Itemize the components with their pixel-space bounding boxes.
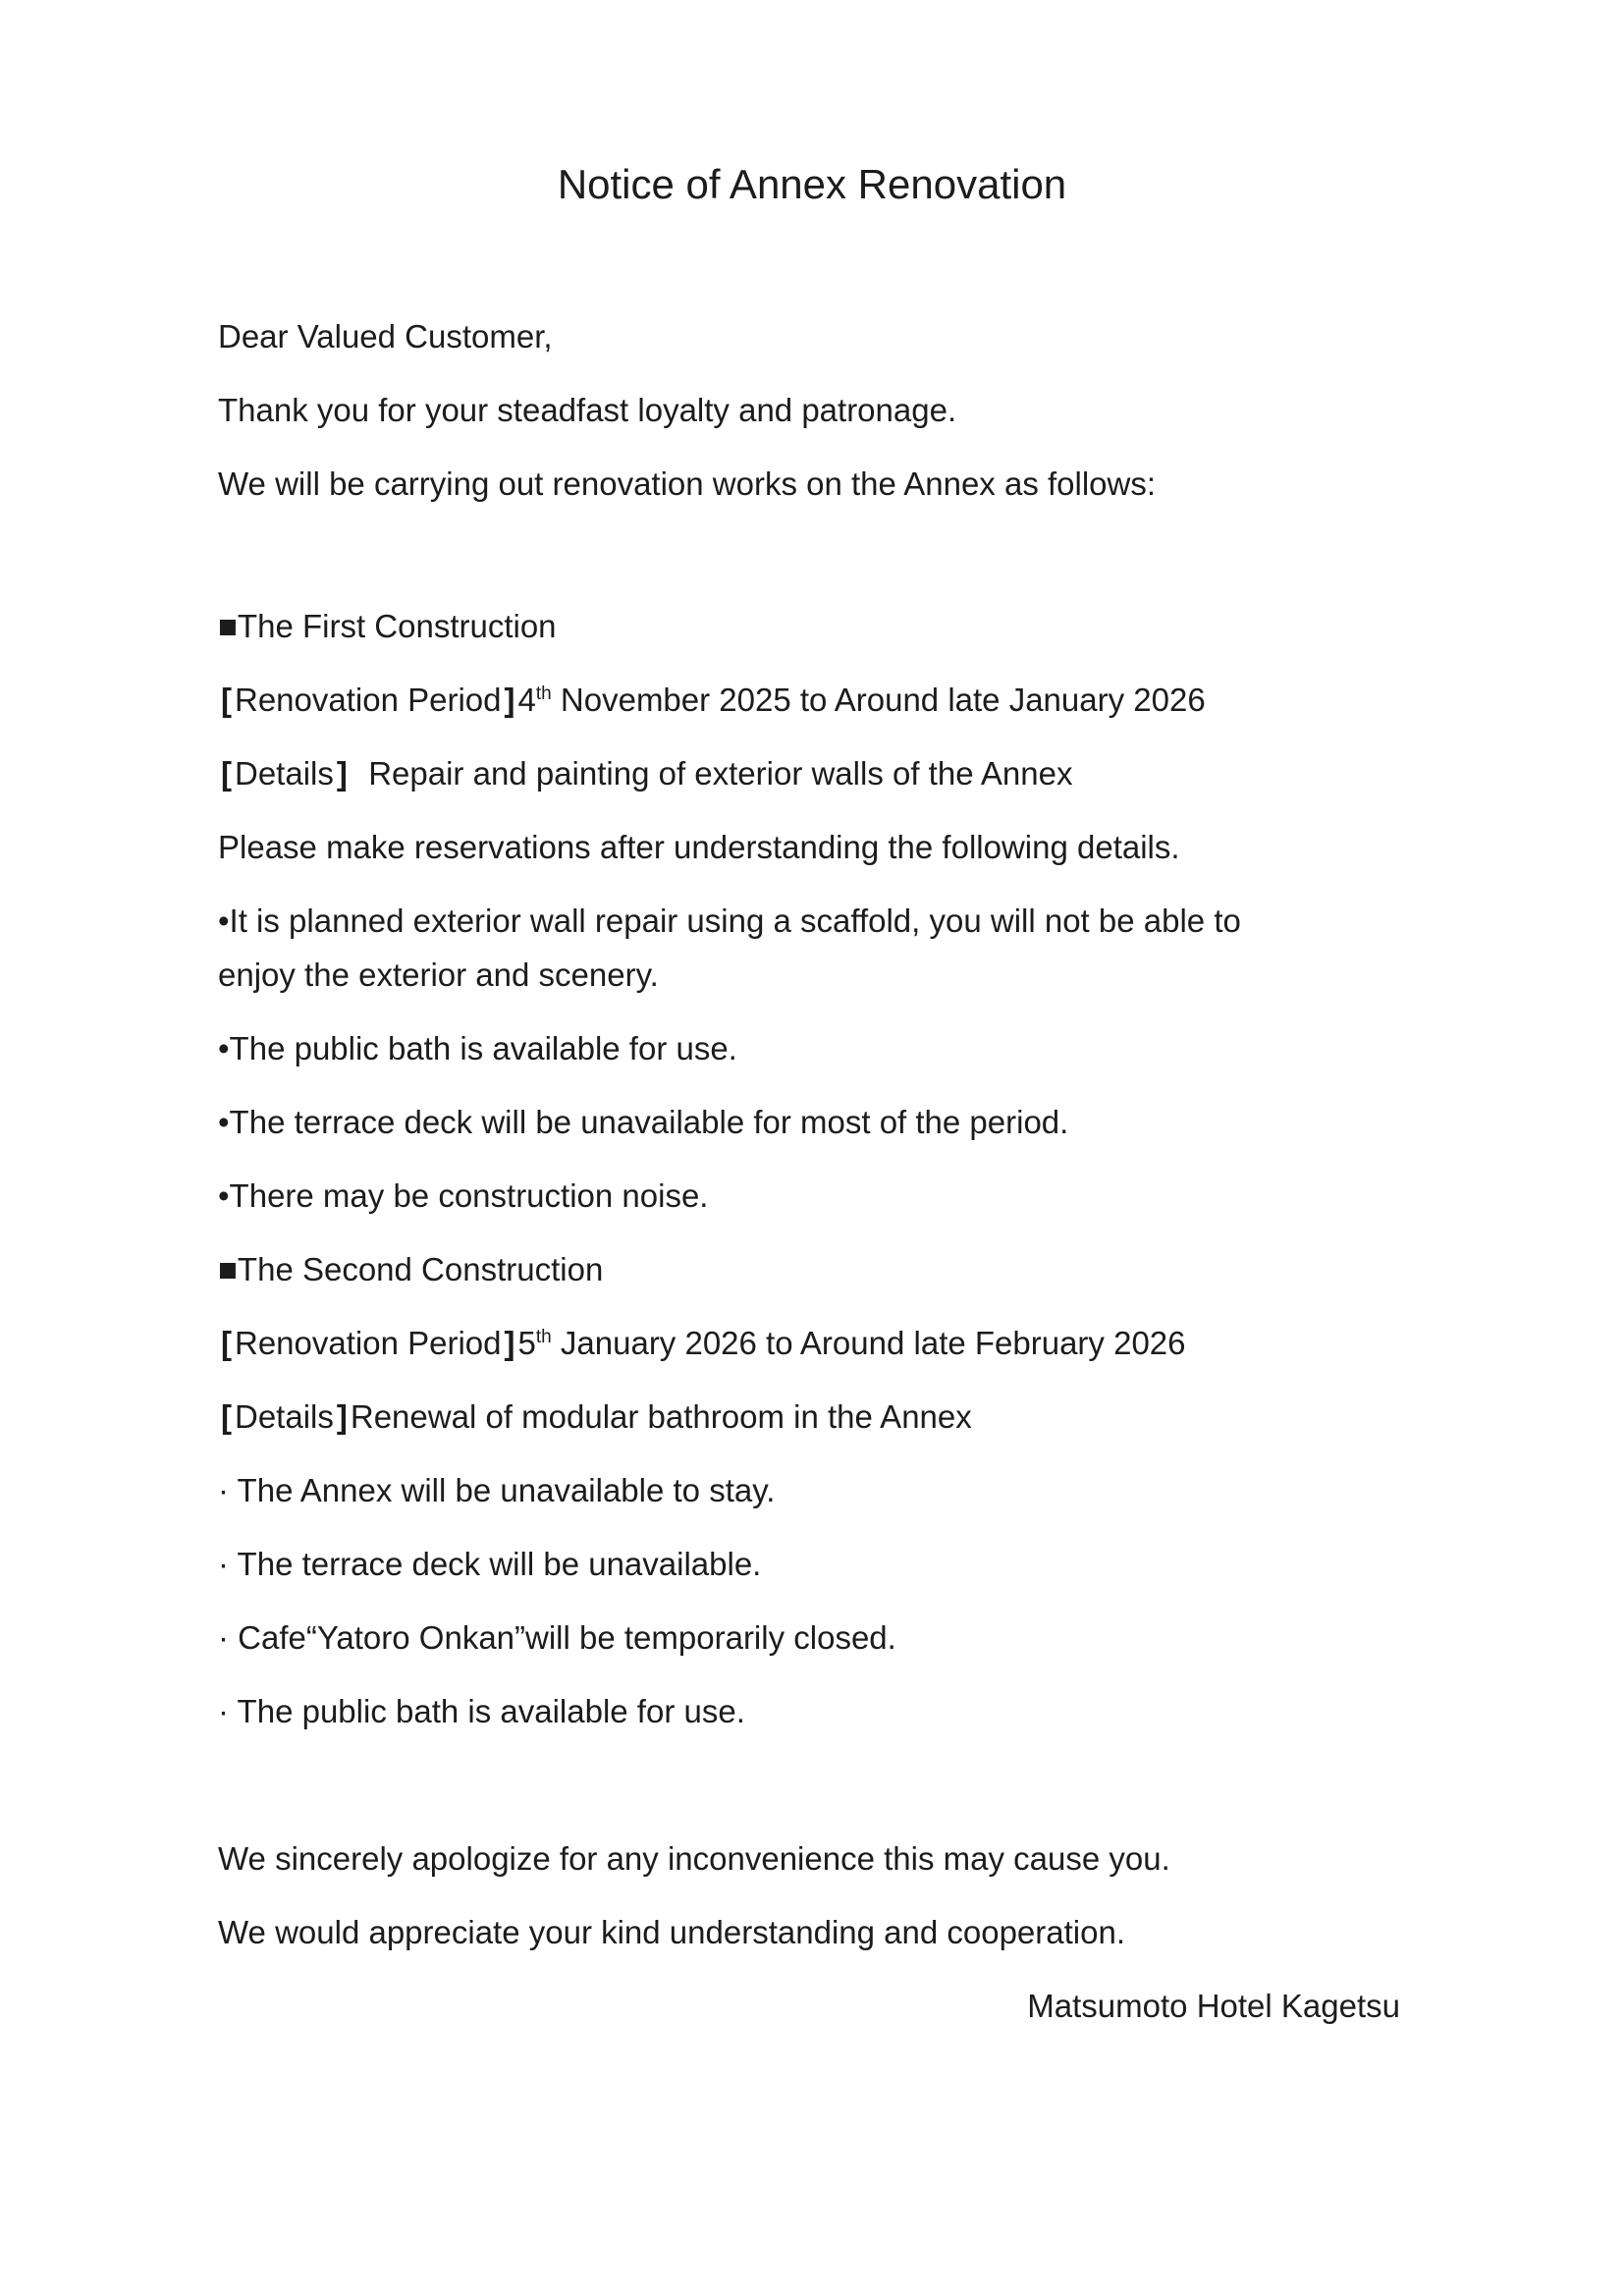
details-text: Repair and painting of exterior walls of the Annex: [350, 755, 1073, 792]
thanks-line: Thank you for your steadfast loyalty and patronage.: [218, 392, 957, 428]
bracket-open: [: [221, 1325, 232, 1361]
bullet-public-bath-line: •The public bath is available for use.: [218, 1030, 737, 1066]
bullet-noise-line: •There may be construction noise.: [218, 1177, 709, 1214]
bullet-scaffold-line-2: enjoy the exterior and scenery.: [218, 957, 659, 993]
renovation-period-label: Renovation Period: [235, 1325, 502, 1361]
document-title: Notice of Annex Renovation: [557, 161, 1067, 207]
reservation-note-line: Please make reservations after understanding the following details.: [218, 829, 1180, 865]
signature: Matsumoto Hotel Kagetsu: [1027, 1988, 1400, 2024]
period-range-text: November 2025 to Around late January 2026: [551, 682, 1206, 718]
bracket-close: ]: [336, 755, 348, 792]
bracket-open: [: [221, 755, 232, 792]
bracket-open: [: [221, 1398, 232, 1435]
cooperation-line: We would appreciate your kind understanding and cooperation.: [218, 1914, 1125, 1950]
start-day: 4: [517, 682, 536, 718]
apology-line: We sincerely apologize for any inconvenience this may cause you.: [218, 1840, 1170, 1877]
first-construction-heading: ■The First Construction: [218, 608, 557, 644]
dot-terrace-deck-line: · The terrace deck will be unavailable.: [218, 1546, 762, 1582]
bracket-close: ]: [336, 1398, 348, 1435]
details-label: Details: [235, 755, 334, 792]
bracket-close: ]: [504, 1325, 515, 1361]
dot-cafe-closed-line: · Cafe“Yatoro Onkan”will be temporarily closed.: [218, 1619, 896, 1656]
ordinal-suffix: th: [535, 683, 552, 704]
bullet-terrace-deck-line: •The terrace deck will be unavailable for most of the period.: [218, 1104, 1069, 1140]
bracket-open: [: [221, 682, 232, 718]
dot-public-bath-line: · The public bath is available for use.: [218, 1693, 745, 1729]
document-body: [0, 309, 1624, 2033]
bullet-scaffold-line-1: •It is planned exterior wall repair using a scaffold, you will not be able to: [218, 902, 1241, 939]
renovation-period-label: Renovation Period: [235, 682, 502, 718]
second-construction-heading: ■The Second Construction: [218, 1251, 604, 1287]
ordinal-suffix: th: [535, 1327, 552, 1347]
dot-annex-unavailable-line: · The Annex will be unavailable to stay.: [218, 1472, 776, 1508]
period-range-text: January 2026 to Around late February 2026: [551, 1325, 1186, 1361]
intro-line: We will be carrying out renovation works on the Annex as follows:: [218, 465, 1157, 502]
details-text: Renewal of modular bathroom in the Annex: [350, 1398, 972, 1435]
second-details-line: [218, 1390, 1400, 1444]
first-details-line: [218, 746, 1400, 800]
start-day: 5: [517, 1325, 536, 1361]
second-renovation-period-line: [218, 1316, 1400, 1370]
details-label: Details: [235, 1398, 334, 1435]
salutation-line: Dear Valued Customer,: [218, 318, 553, 355]
first-renovation-period-line: [218, 673, 1400, 727]
bracket-close: ]: [504, 682, 515, 718]
